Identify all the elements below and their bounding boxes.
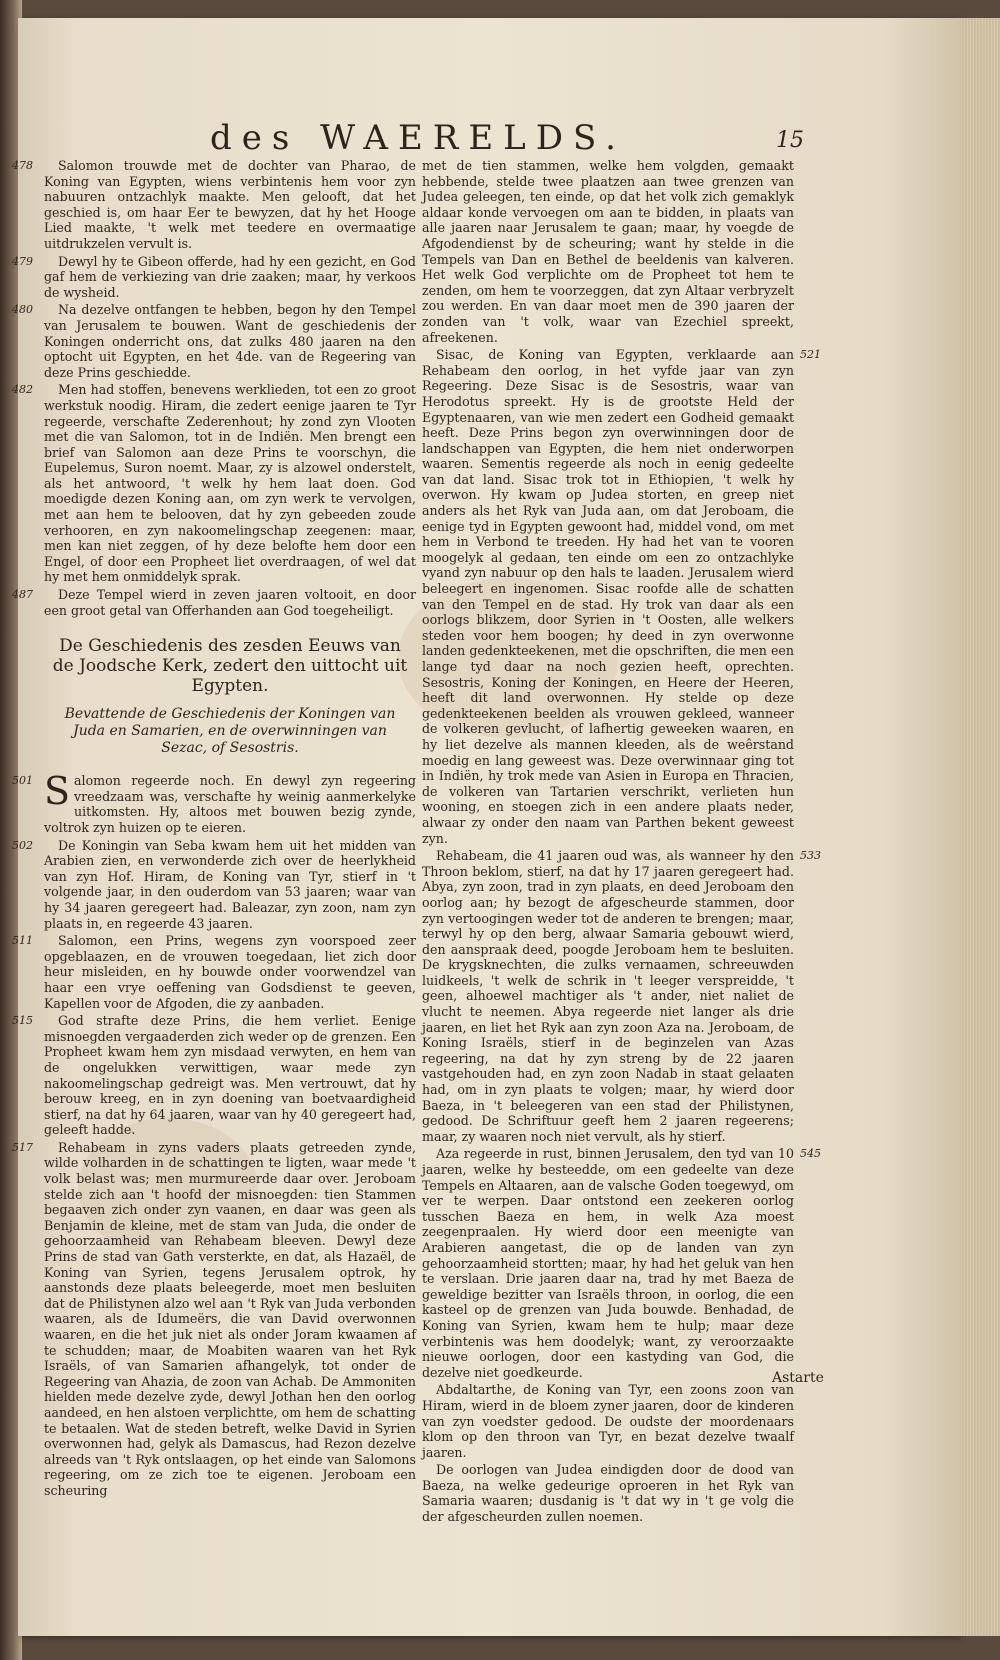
paragraph <box>12 837 416 932</box>
paragraph-text: Rehabeam in zyns vaders plaats getreeden zynde, wilde volharden in de schattingen te ligten, waar mede 't volk belast was; men murmureerde daar over. Jeroboam stelde zich aan 't hoofd der misnoegden: tien Stammen begaaven zich onder zyn vaanen, en daar was geen als Benjamin de kleine, met de stam van Juda, die onder de gehoorzaamheid van Rehabeam bleeven. Dewyl deze Prins de stad van Gath versterkte, en dat, als Hazaël, de Koning van Syrien, tegens Jerusalem optrok, hy aanstonds deze plaats beleegerde, moet men besluiten dat de Philistynen alzo wel aan 't Ryk van Juda verbonden waaren, als de Idumeërs, die van David overwonnen waaren, en die het juk niet als onder Joram kwaamen af te schudden; maar, de Moabiten waaren van het Ryk Israëls, of van Samarien afhangelyk, tot onder de Regeering van Ahazia, de zoon van Achab. De Ammoniten hielden mede dezelve zyde, dewyl Jothan hen den oorlog aandeed, en hen alstoen verplichtte, om hem de schatting te betaalen. Wat de steden betreft, welke David in Syrien overwonnen had, gelyk als Damascus, had Rezon dezelve alreeds van 't Ryk ontslaagen, op het einde van Salomons regeering, om ze zich toe te eigenen. Jeroboam een scheuring <box>44 1139 416 1498</box>
paragraph-text: Sisac, de Koning van Egypten, verklaarde aan Rehabeam den oorlog, in het vyfde jaar van zyn Regeering. Deze Sisac is de Sesostris, waar van Herodotus spreekt. Hy is de grootste Held der Egyptenaaren, van wie men zedert een Godheid gemaakt heeft. Deze Prins begon zyn overwinningen door de landschappen van Egypten, die hem niet onderworpen waaren. Sementis regeerde als noch in eenig gedeelte van dat land. Sisac trok tot in Ethiopien, 't welk hy overwon. Hy kwam op Judea storten, en greep niet anders als het Ryk van Juda aan, om dat Jeroboam, die eenige tyd in Egypten gewoont had, middel vond, om met hem in Verbond te treeden. Hy had het van te vooren moogelyk al gedaan, ten einde om een zo ontzachlyke vyand zyn nabuur op den hals te laaden. Jerusalem wierd beleegert en ingenomen. Sisac roofde alle de schatten van den Tempel en de stad. Hy trok van daar als een oorlogs blikzem, door Syrien in 't Oosten, alle welkers steden voor hem boogen; hy deed in zyn overwonne landen gedenkteekenen, met die opschriften, die men een lange tyd daar na noch gezien heeft, oprechten. Sesostris, Koning der Koningen, en Heere der Heeren, heeft dit land overwonnen. Hy stelde op deze gedenkteekenen beelden als vrouwen gekleed, wanneer de volkeren gevlucht, of lafhertig geweeken waaren, en hy liet dezelve als mannen kleeden, als de weêrstand moedig en lang geweest was. Deze overwinnaar ging tot in Indiën, hy trok mede van Asien in Europa en Thracien, de volkeren van Tartarien verschrikt, verlieten hun wooning, en stoegen zich in een andere plaats neder, alwaar zy onder den naam van Parthen bekent geweest zyn. <box>422 347 794 846</box>
paragraph-text: God strafte deze Prins, die hem verliet. Eenige misnoegden vergaaderden zich weder op de grenzen. Een Propheet kwam hem zyn misdaad verwyten, en hem van de ongelukken verwittigen, waar mede zyn nakoomelingschap gedreigt was. Men vertrouwt, dat hy berouw kreeg, en in zyn doening van boetvaardigheid stierf, na dat hy 64 jaaren, waar van hy 40 geregeert had, geleeft hadde. <box>44 1013 416 1138</box>
paragraph-text: Rehabeam, die 41 jaaren oud was, als wanneer hy den Throon beklom, stierf, na dat hy 17 jaaren geregeert had. Abya, zyn zoon, trad in zyn plaats, en deed Jeroboam den oorlog aan; hy bezogt de afgescheurde stammen, door zyn vertoogingen weder tot de anderen te brengen; maar, terwyl hy op den berg, alwaar Samaria gebouwt wierd, den aanspraak deed, poogde Jeroboam hem te besluiten. De krygsknechten, die zulks vernaamen, schreeuwden luidkeels, 't welk de schrik in 't leeger verspreidde, 't geen, alhoewel machtiger als 't ander, niet naliet de vlucht te neemen. Abya regeerde niet langer als drie jaaren, en liet het Ryk aan zyn zoon Aza na. Jeroboam, de Koning Israëls, stierf in de beginzelen van Azas regeering, na dat hy zyn streng by de 22 jaaren vastgehouden had, en zyn zoon Nadab in staat gelaaten had, om in zyn plaats te volgen; maar, hy wierd door Baeza, in 't beleegeren van een stad der Philistynen, gedood. De Schriftuur geeft hem 2 jaaren regeerens; maar, zy waaren noch niet vervult, als hy stierf. <box>422 848 794 1144</box>
left-column <box>12 158 416 1501</box>
margin-year: 482 <box>12 383 33 397</box>
margin-year: 501 <box>12 774 33 788</box>
paragraph <box>12 1013 416 1138</box>
margin-year: 533 <box>800 849 821 863</box>
dropcap-paragraph <box>12 769 416 835</box>
page-edges <box>960 18 1000 1636</box>
paragraph <box>12 587 416 618</box>
paragraph-text: Salomon trouwde met de dochter van Pharao, de Koning van Egypten, wiens verbintenis hem voor zyn nabuuren ontzachlyk maakte. Men gelooft, dat het geschied is, om haar Eer te bewyzen, dat hy het Hooge Lied maakte, 't welk met teedere en overmaatige uitdrukzelen vervult is. <box>44 158 416 251</box>
margin-year: 521 <box>800 348 821 362</box>
paragraph-text: De Koningin van Seba kwam hem uit het midden van Arabien zien, en verwonderde zich over de heerlykheid van zyn Hof. Hiram, de Koning van Tyr, stierf in 't volgende jaar, in den ouderdom van 53 jaaren; waar van hy 34 jaaren geregeert had. Baleazar, zyn zoon, nam zyn plaats in, en regeerde 43 jaaren. <box>44 837 416 931</box>
drop-cap-initial: S <box>44 769 71 814</box>
paragraph <box>422 1462 794 1524</box>
paragraph-text: met de tien stammen, welke hem volgden, gemaakt hebbende, stelde twee plaatzen aan twee grenzen van Judea geleegen, ten einde, op dat het volk zich gemaklyk aldaar konde vervoegen om aan te bidden, in plaats van alle jaaren naar Jerusalem te gaan; maar, hy voegde de Afgodendienst by de scheuring; want hy stelde in die Tempels van Dan en Bethel de beeldenis van kalveren. Het welk God verplichte om de Propheet tot hem te zenden, om hem te voorzeggen, dat zyn Altaar verbryzelt zou werden. En van daar moet men de 390 jaaren der zonden van 't volk, waar van Ezechiel spreekt, afreekenen. <box>422 158 794 345</box>
margin-year: 478 <box>12 159 33 172</box>
page-number: 15 <box>776 128 804 153</box>
paragraph-text: Salomon, een Prins, wegens zyn voorspoed zeer opgeblaazen, en de vrouwen toegedaan, liet zich door heur misleiden, en hy bouwde onder voorwendzel van haar een vrye oeffening van Godsdienst te geeven, Kapellen voor de Afgoden, die zy aanbaden. <box>44 933 416 1011</box>
paragraph <box>12 933 416 1011</box>
paragraph-text: Deze Tempel wierd in zeven jaaren voltooit, en door een groot getal van Offerhanden aan God toegeheiligt. <box>44 587 416 618</box>
paragraph-text: alomon regeerde noch. En dewyl zyn regeering vreedzaam was, verschafte hy weinig aanmerkelyke uitkomsten. Hy, altoos met bouwen bezig zynde, voltrok zyn huizen op te eieren. <box>44 773 416 835</box>
paragraph-text: Na dezelve ontfangen te hebben, begon hy den Tempel van Jerusalem te bouwen. Want de geschiedenis der Koningen onderricht ons, dat zulks 480 jaaren na den optocht uit Egypten, en het 4de. van de Regeering van deze Prins geschiedde. <box>44 302 416 380</box>
margin-year: 515 <box>12 1014 33 1028</box>
paragraph <box>422 1382 794 1460</box>
margin-year: 517 <box>12 1140 33 1154</box>
paragraph <box>12 1139 416 1499</box>
margin-year: 502 <box>12 838 33 852</box>
paragraph <box>12 253 416 301</box>
paragraph-text: Men had stoffen, benevens werklieden, tot een zo groot werkstuk noodig. Hiram, die zedert eenige jaaren te Tyr regeerde, verschafte Zederenhout; hy zond zyn Vlooten met die van Salomon, tot in de Indiën. Men brengt een brief van Salomon aan deze Prins te voorschyn, die Eupelemus, Suron noemt. Maar, zy is alzowel onderstelt, als het antwoord, 't welk hy hem laat doen. God moedigde dezen Koning aan, om zyn werk te vervolgen, met aan hem te belooven, dat hy zyn gebeeden zoude verhooren, en zyn nakoomelingschap zeegenen: maar, men kan niet zeggen, of hy deze belofte hem door een Engel, of door een Propheet liet overdraagen, of wel dat hy met hem onmiddelyk sprak. <box>44 382 416 585</box>
margin-year: 511 <box>12 934 33 948</box>
paragraph <box>12 302 416 380</box>
paragraph <box>422 848 821 1144</box>
paragraph-text: Aza regeerde in rust, binnen Jerusalem, den tyd van 10 jaaren, welke hy besteedde, om een gedeelte van deze Tempels en Altaaren, aan de valsche Goden toegewyd, om ver te werpen. Daar ontstond een zeekeren oorlog tusschen Baeza en hem, in welk Aza moest zeegenpraalen. Hy wierd door een meenigte van Arabieren aangetast, die op de landen van zyn gehoorzaamheid stortten; maar, hy had het geluk van hen te verslaan. Drie jaaren daar na, trad hy met Baeza de geweldige bezitter van Israëls throon, in oorlog, die een kasteel op de grenzen van Juda bouwde. Benhadad, de Koning van Syrien, kwam hem te hulp; maar deze verbintenis was hem doodelyk; want, zy veroorzaakte nieuwe oorlogen, door een kastyding van God, die dezelve niet goedkeurde. <box>422 1146 794 1380</box>
paragraph <box>422 158 794 345</box>
margin-year: 545 <box>800 1147 821 1161</box>
paragraph <box>422 347 821 846</box>
paragraph-text: De oorlogen van Judea eindigden door de dood van Baeza, na welke gedeurige oproeren in het Ryk van Samaria waaren; dusdanig is 't dat wy in 't ge volg die der afgescheurden zullen noemen. <box>422 1462 794 1525</box>
paragraph <box>12 158 416 252</box>
margin-year: 479 <box>12 254 33 268</box>
margin-year: 487 <box>12 588 33 602</box>
paragraph <box>12 382 416 585</box>
section-subtitle: Bevattende de Geschiedenis der Koningen van Juda en Samarien, en de overwinningen van Sezac, of Sesostris. <box>64 706 396 757</box>
paragraph-text: Dewyl hy te Gibeon offerde, had hy een gezicht, en God gaf hem de verkiezing van drie zaaken; maar, hy verkoos de wysheid. <box>44 253 416 300</box>
catchword: Astarte <box>772 1370 824 1386</box>
running-title: des WAERELDS. <box>210 118 626 158</box>
paragraph-text: Abdaltarthe, de Koning van Tyr, een zoons zoon van Hiram, wierd in de bloem zyner jaaren, door de kinderen van zyn voedster gedood. De oudste der moordenaars klom op den throon van Tyr, en bezat dezelve twaalf jaaren. <box>422 1382 794 1460</box>
margin-year: 480 <box>12 303 33 317</box>
section-title: De Geschiedenis des zesden Eeuws van de Joodsche Kerk, zedert den uittocht uit Egypten. <box>52 636 408 697</box>
